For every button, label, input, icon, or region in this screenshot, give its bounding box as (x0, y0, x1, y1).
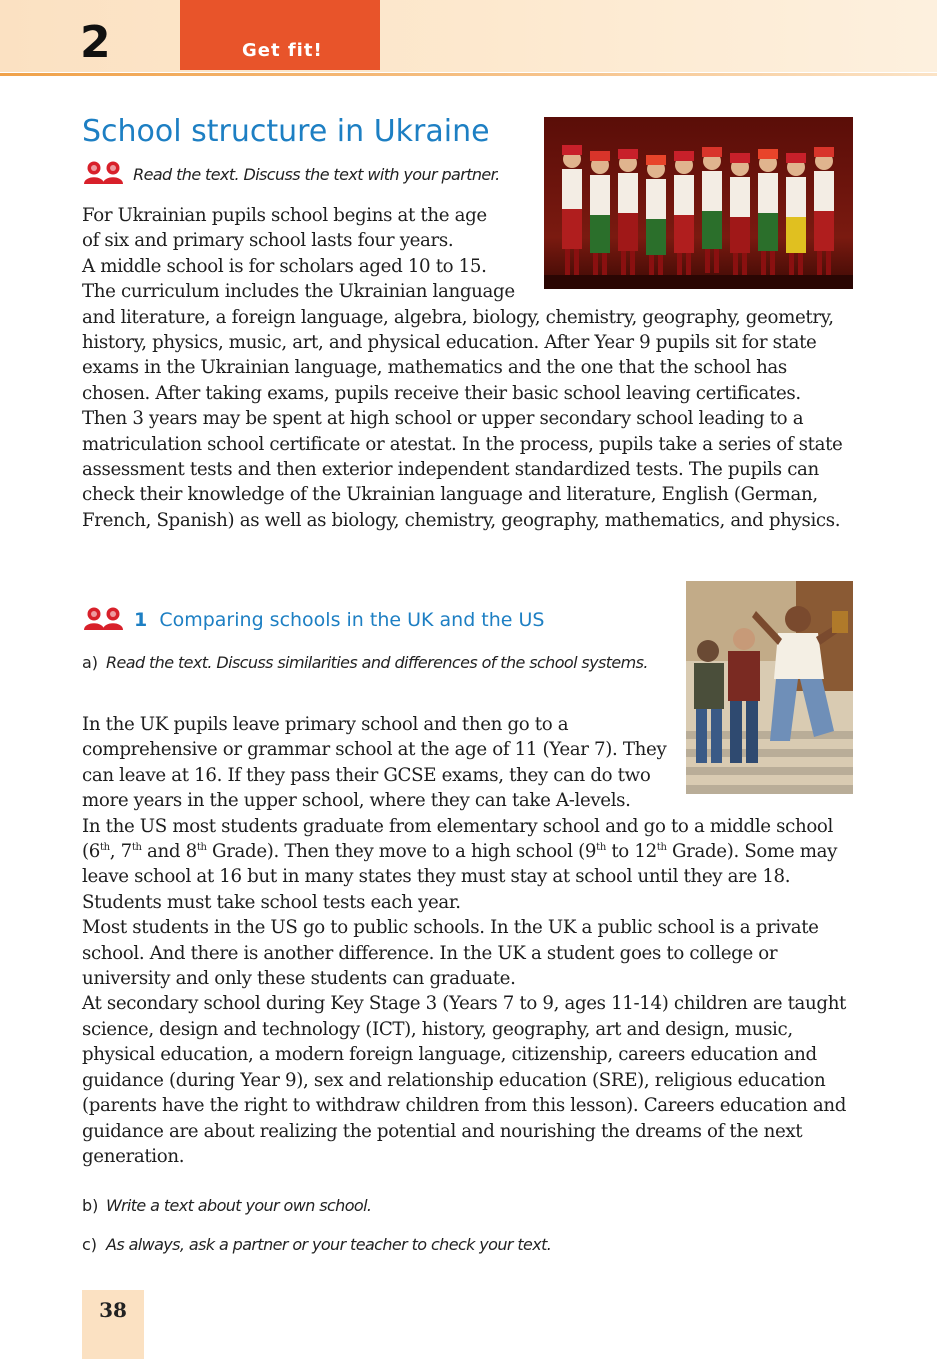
header-band (0, 0, 937, 72)
part-label: b) (82, 1196, 99, 1215)
page-number: 38 (99, 1298, 127, 1322)
exercise-number: 1 (134, 609, 148, 631)
paragraph-line: For Ukrainian pupils school begins at the age (82, 205, 487, 226)
paragraph-line: The curriculum includes the Ukrainian language (82, 281, 515, 303)
exercise-part-c (82, 1235, 551, 1254)
paragraph: Then 3 years may be spent at high school or upper secondary school leading to a matriculation school certificate or atestat. In the process, pupils take a series of state assessment tests and then exterior independent standardized tests. The pupils can check their knowledge of the Ukrainian language and literature, English (German, French, Spanish) as well as biology, chemistry, geography, mathematics, and physics. (82, 408, 843, 531)
us-and8: and 8 (141, 841, 197, 863)
section-instruction: Read the text. Discuss the text with your partner. (133, 165, 500, 184)
us-to12: to 12 (605, 841, 657, 863)
paragraph: Most students in the US go to public schools. In the UK a public school is a private school. And there is another difference. In the UK a student goes to college or university and only these students can graduate. (82, 917, 819, 990)
us-paragraph (82, 814, 860, 916)
section-instruction-row (82, 160, 500, 184)
exercise-title: Comparing schools in the UK and the US (159, 609, 545, 631)
unit-number: 2 (80, 17, 111, 68)
ordinal-suffix: th (596, 841, 606, 853)
paragraph-line: comprehensive or grammar school at the age of 11 (Year 7). They (82, 739, 667, 761)
ordinal-suffix: th (656, 841, 667, 853)
page-title: School structure in Ukraine (82, 114, 490, 149)
paragraph-line: In the UK pupils leave primary school and then go to a (82, 714, 569, 735)
ordinal-suffix: th (99, 841, 110, 853)
part-label: c) (82, 1235, 98, 1254)
exercise-text (82, 712, 860, 1169)
page-number-box (82, 1290, 144, 1359)
paragraph-line: more years in the upper school, where they can take A-levels. (82, 790, 631, 812)
paragraph-line: A middle school is for scholars aged 10 to 15. (82, 255, 487, 277)
paragraph: At secondary school during Key Stage 3 (Years 7 to 9, ages 11-14) children are taught science, design and technology (ICT), history, geography, art and design, music, physical education, a modern foreign language, citizenship, careers education and guidance (during Year 9), sex and relationship education (SRE), religious education (parents have the right to withdraw children from this lesson). Careers education and guidance are about realizing the potential and nourishing the dreams of the next generation. (82, 993, 847, 1167)
pair-work-icon (82, 160, 126, 184)
part-a-instruction: Read the text. Discuss similarities and differences of the school systems. (106, 653, 648, 672)
part-b-instruction: Write a text about your own school. (106, 1196, 372, 1215)
paragraph-line: of six and primary school lasts four years. (82, 230, 454, 252)
pair-work-icon (82, 606, 126, 630)
unit-title: Get fit! (242, 40, 323, 61)
exercise-part-a (82, 650, 672, 675)
paragraph-line: can leave at 16. If they pass their GCSE exams, they can do two (82, 764, 651, 786)
ordinal-suffix: th (131, 841, 142, 853)
unit-tab (180, 0, 380, 70)
ordinal-suffix: th (196, 841, 207, 853)
us-text-3: Grade). Some may leave school at 16 but in many states they must stay at school until they are 18. Students must take school tests each year. (82, 841, 838, 913)
part-c-instruction: As always, ask a partner or your teacher to check your text. (106, 1235, 552, 1254)
part-label: a) (82, 653, 99, 672)
section-text (82, 203, 857, 533)
us-sep: , 7 (109, 841, 132, 863)
header-divider (0, 73, 937, 76)
exercise-part-b (82, 1196, 371, 1215)
us-text-1: In the US most students graduate from elementary school and go to a middle school (6 (82, 815, 833, 863)
exercise-heading (82, 606, 544, 631)
us-text-2: Grade). Then they move to a high school (9 (206, 841, 597, 863)
paragraph-continued: and literature, a foreign language, algebra, biology, chemistry, geography, geometry, history, physics, music, art, and physical education. After Year 9 pupils sit for state exams in the Ukrainian language, mathematics and the one that the school has chosen. After taking exams, pupils receive their basic school leaving certificates. (82, 306, 834, 404)
